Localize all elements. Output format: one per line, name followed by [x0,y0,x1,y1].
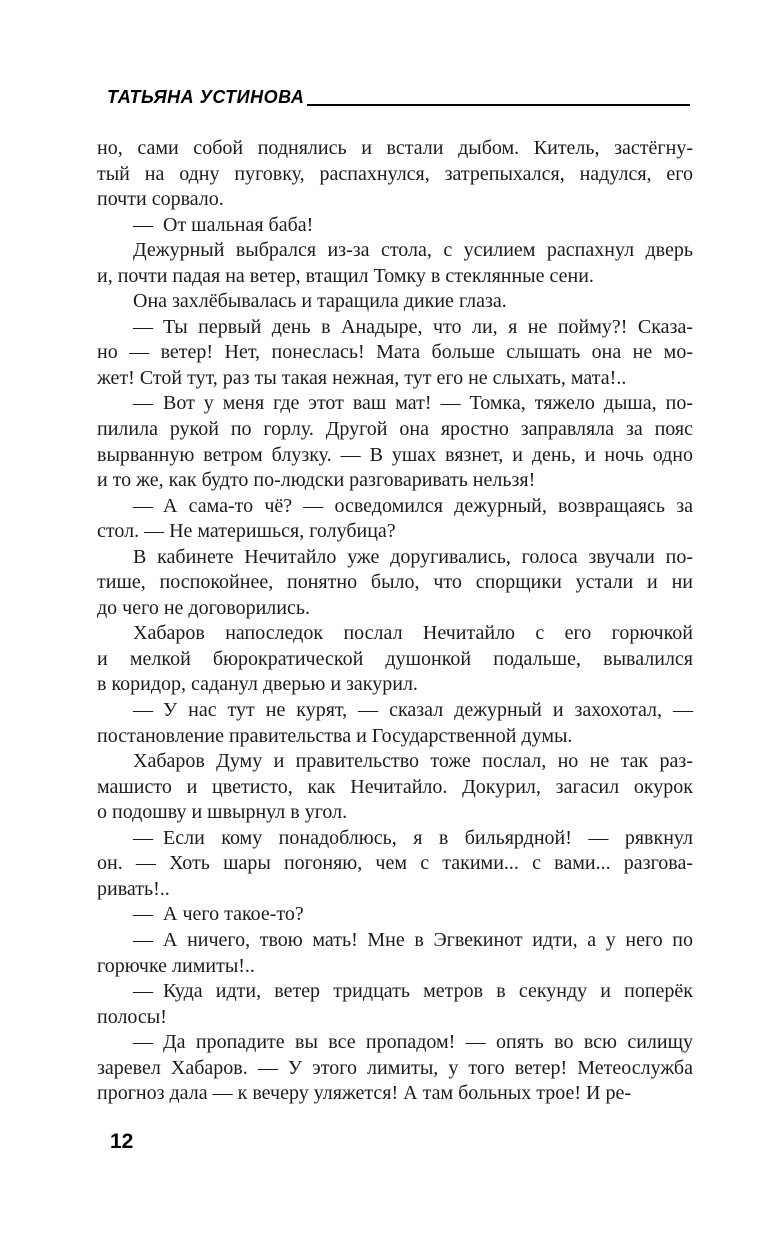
text-line: но, сами собой поднялись и встали дыбом. Китель, застёгну- [97,137,693,159]
text-line: но — ветер! Нет, понеслась! Мата больше слышать она не мо- [97,341,693,364]
text-line: Дежурный выбрался из-за стола, с усилием распахнул дверь [133,239,693,262]
text-line: и то же, как будто по-людски разговаривать нельзя! [97,469,536,492]
running-header [107,88,690,106]
author-name: ТАТЬЯНА УСТИНОВА [107,87,305,107]
text-line: в коридор, саданул дверью и закурил. [97,673,418,696]
text-line: — А ничего, твою мать! Мне в Эгвекинот идти, а у него по [133,928,693,951]
text-line: ривать!.. [97,877,170,900]
header-rule [307,104,690,106]
text-line: — Ты первый день в Анадыре, что ли, я не пойму?! Сказа- [133,315,693,338]
text-line: — От шальная баба! [133,213,314,236]
text-line: и, почти падая на ветер, втащил Томку в стеклянные сени. [97,264,594,287]
text-line: и мелкой бюрократической душонкой подальше, вывалился [97,647,693,670]
text-line: — Вот у меня где этот ваш мат! — Томка, тяжело дыша, по- [133,392,693,415]
text-line: заревел Хабаров. — У этого лимиты, у того ветер! Метеослужба [97,1056,693,1079]
page-number: 12 [110,1130,134,1153]
text-line: почти сорвало. [97,188,224,211]
text-line: жет! Стой тут, раз ты такая нежная, тут его не слыхать, мата!.. [97,366,627,389]
text-line: пилила рукой по горлу. Другой она яростно заправляла за пояс [97,418,693,441]
text-line: полосы! [97,1005,167,1028]
text-line: — Да пропадите вы все пропадом! — опять во всю силищу [133,1031,693,1054]
text-line: — А сама-то чё? — осведомился дежурный, возвращаясь за [133,494,693,517]
text-line: — У нас тут не курят, — сказал дежурный и захохотал, — [133,699,693,722]
text-line: Хабаров Думу и правительство тоже послал, но не так раз- [133,750,693,773]
text-line: Она захлёбывалась и таращила дикие глаза. [133,290,507,313]
page-text [97,136,693,1107]
text-line: прогноз дала — к вечеру уляжется! А там больных трое! И ре- [97,1082,632,1105]
text-line: постановление правительства и Государственной думы. [97,724,573,747]
text-line: тише, поспокойнее, понятно было, что спорщики устали и ни [97,571,693,594]
text-line: — Куда идти, ветер тридцать метров в секунду и поперёк [133,980,693,1003]
text-line: В кабинете Нечитайло уже доругивались, голоса звучали по- [133,545,693,568]
text-line: машисто и цветисто, как Нечитайло. Докурил, загасил окурок [97,775,693,798]
text-line: горючке лимиты!.. [97,954,255,977]
text-line: он. — Хоть шары погоняю, чем с такими... с вами... разгова- [97,852,693,875]
text-line: тый на одну пуговку, распахнулся, затрепыхался, надулся, его [97,162,693,185]
text-line: о подошву и швырнул в угол. [97,801,348,824]
text-line: до чего не договорились. [97,596,310,619]
text-line: Хабаров напоследок послал Нечитайло с его горючкой [133,622,693,645]
text-line: вырванную ветром блузку. — В ушах вязнет, и день, и ночь одно [97,443,693,466]
text-line: — Если кому понадоблюсь, я в бильярдной! — рявкнул [133,826,693,849]
text-line: — А чего такое-то? [133,903,304,926]
text-line: стол. — Не материшься, голубица? [97,520,396,543]
